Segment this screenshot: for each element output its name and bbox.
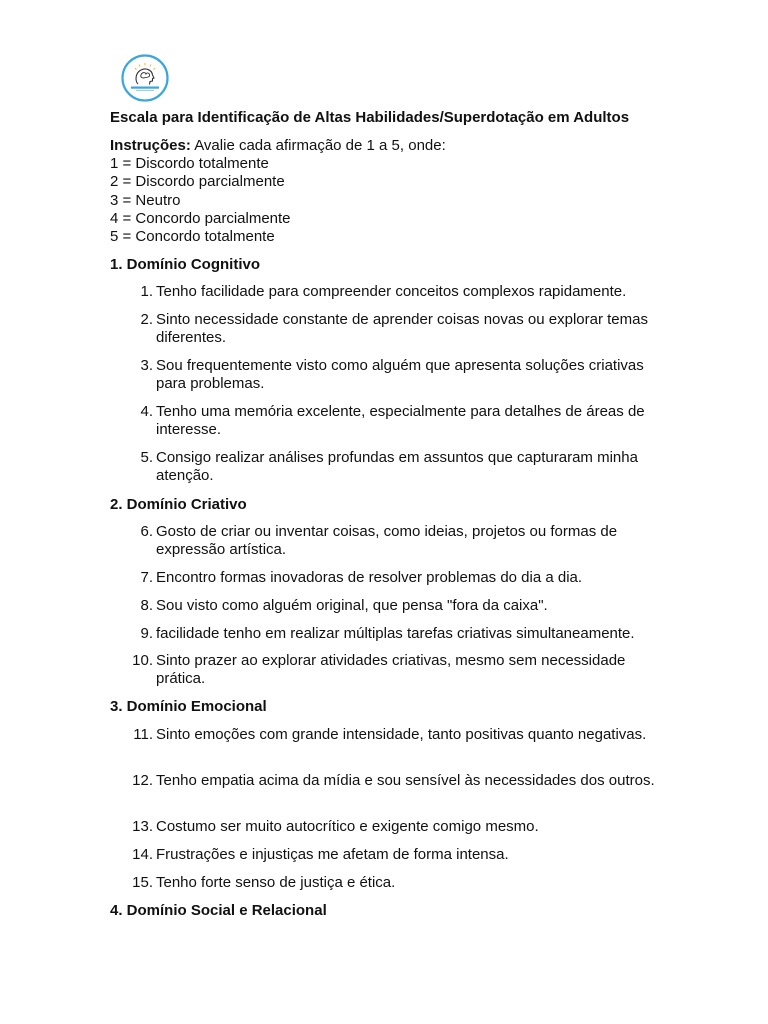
item-number: 7.	[140, 569, 153, 586]
scale-option: 3 = Neutro	[110, 191, 181, 209]
item-text: Encontro formas inovadoras de resolver problemas do dia a dia.	[156, 569, 583, 586]
item-text: Sou visto como alguém original, que pensa "fora da caixa".	[156, 597, 548, 614]
item-number: 3.	[140, 357, 153, 374]
item-number: 10.	[132, 652, 153, 669]
item-text: Costumo ser muito autocrítico e exigente comigo mesmo.	[156, 818, 539, 835]
item-number: 14.	[132, 846, 153, 863]
item-text: Tenho forte senso de justiça e ética.	[156, 874, 396, 891]
item-text: Sinto necessidade constante de aprender coisas novas ou explorar temas diferentes.	[156, 311, 648, 347]
item-number: 5.	[140, 449, 153, 466]
item-text: Frustrações e injustiças me afetam de forma intensa.	[156, 846, 509, 863]
item-text: Consigo realizar análises profundas em assuntos que capturaram minha atenção.	[156, 449, 638, 485]
section-heading-social: 4. Domínio Social e Relacional	[110, 902, 327, 919]
item-text: Tenho uma memória excelente, especialmente para detalhes de áreas de interesse.	[156, 403, 645, 439]
item-text: Sinto emoções com grande intensidade, tanto positivas quanto negativas.	[156, 726, 647, 743]
section-heading-cognitivo: 1. Domínio Cognitivo	[110, 256, 260, 273]
scale-option: 5 = Concordo totalmente	[110, 228, 275, 246]
item-text: facilidade tenho em realizar múltiplas tarefas criativas simultaneamente.	[156, 625, 635, 642]
item-text: Sou frequentemente visto como alguém que apresenta soluções criativas para problemas.	[156, 357, 644, 393]
item-number: 6.	[140, 523, 153, 540]
item-text: Tenho facilidade para compreender conceitos complexos rapidamente.	[156, 283, 627, 300]
item-number: 13.	[132, 818, 153, 835]
document-title: Escala para Identificação de Altas Habilidades/Superdotação em Adultos	[110, 109, 630, 126]
section-heading-criativo: 2. Domínio Criativo	[110, 496, 247, 513]
item-text: Tenho empatia acima da mídia e sou sensível às necessidades dos outros.	[156, 772, 655, 789]
item-number: 11.	[133, 726, 153, 743]
scale-option: 4 = Concordo parcialmente	[110, 209, 291, 227]
item-number: 9.	[140, 625, 153, 642]
item-number: 8.	[140, 597, 153, 614]
item-text: Gosto de criar ou inventar coisas, como ideias, projetos ou formas de expressão artística.	[156, 523, 618, 559]
logo-icon	[121, 54, 169, 102]
item-number: 2.	[140, 311, 153, 328]
item-number: 4.	[140, 403, 153, 420]
scale-option: 1 = Discordo totalmente	[110, 155, 269, 173]
item-text: Sinto prazer ao explorar atividades criativas, mesmo sem necessidade prática.	[156, 652, 626, 688]
item-number: 15.	[132, 874, 153, 891]
instructions-label: Instruções:	[110, 137, 191, 154]
instructions-text: Avalie cada afirmação de 1 a 5, onde:	[190, 137, 446, 154]
instructions	[110, 137, 446, 246]
item-number: 12.	[132, 772, 153, 789]
item-number: 1.	[140, 283, 153, 300]
section-heading-emocional: 3. Domínio Emocional	[110, 698, 267, 715]
scale-option: 2 = Discordo parcialmente	[110, 173, 285, 191]
